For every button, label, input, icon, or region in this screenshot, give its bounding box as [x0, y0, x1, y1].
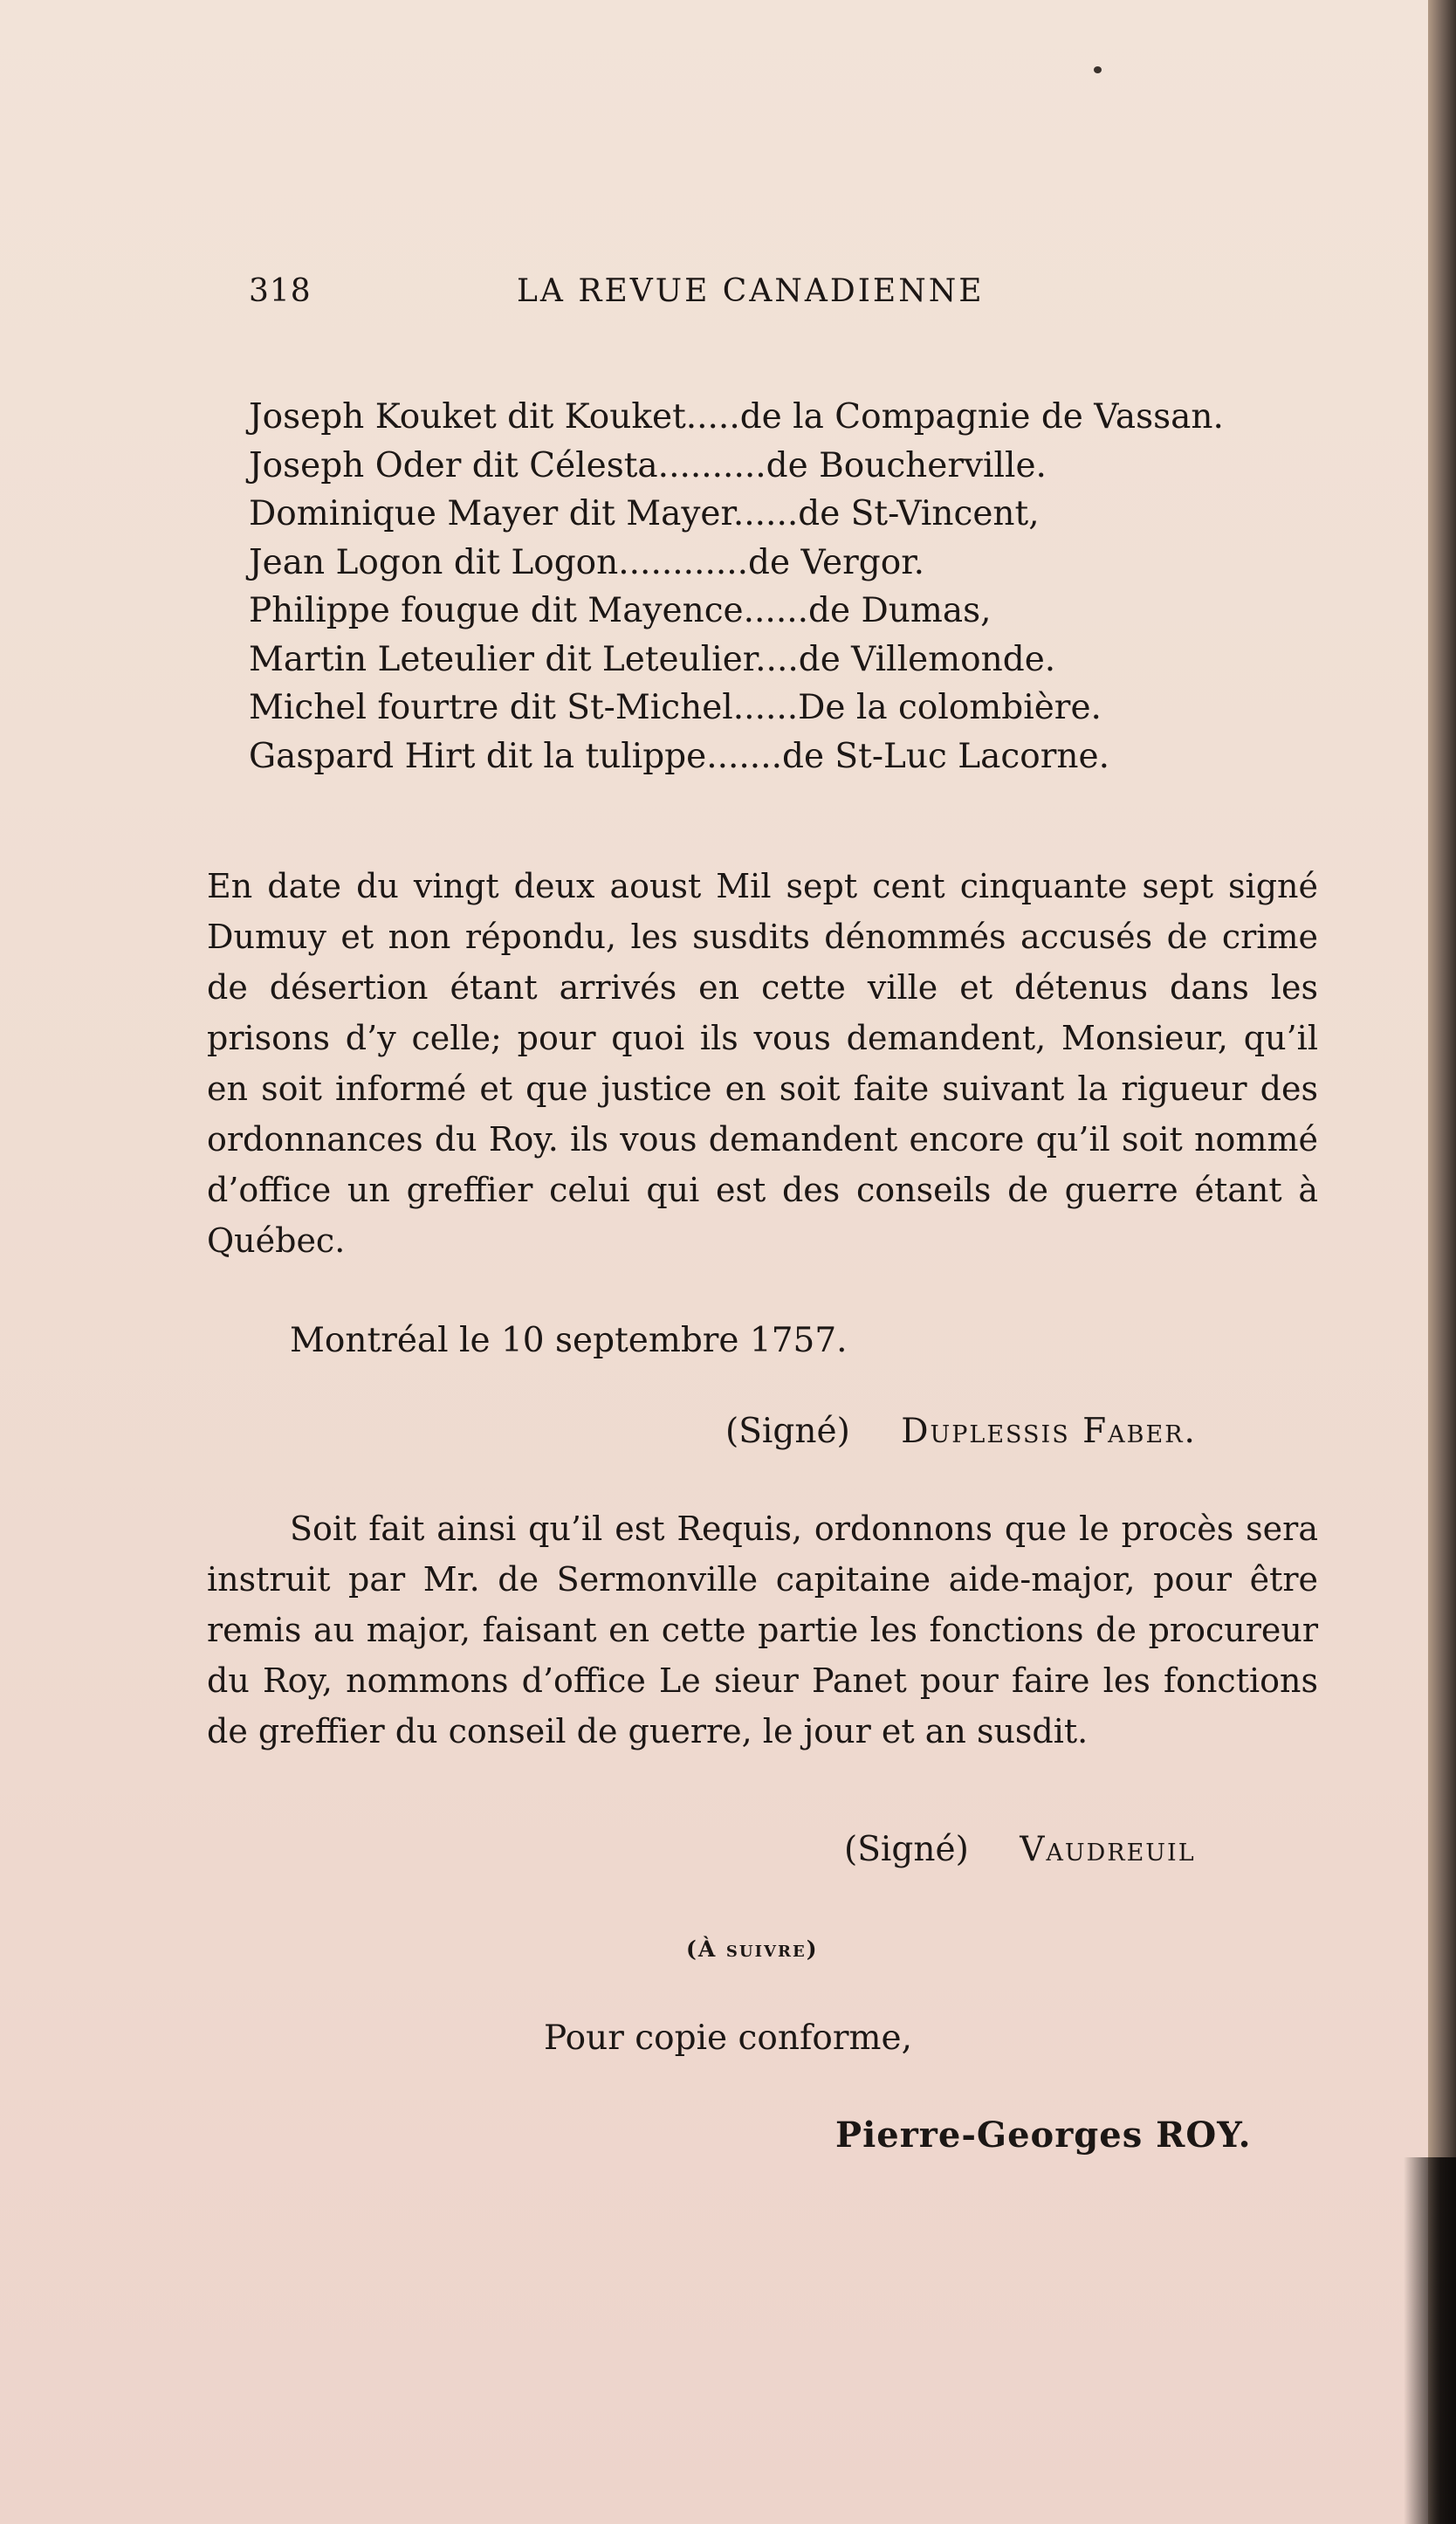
- roster-entry: Martin Leteulier dit Leteulier....de Villemonde.: [249, 639, 1056, 679]
- page-number: 318: [249, 273, 312, 309]
- paragraph-request: En date du vingt deux aoust Mil sept cent cinquante sept signé Dumuy et non répondu, les susdits dénommés accusés de crime de désertion étant arrivés en cette ville et détenus dans les prisons d’y celle; pour quoi ils vous demandent, Monsieur, qu’il en soit informé et que justice en soit faite suivant la rigueur des ordonnances du Roy. ils vous demandent encore qu’il soit nommé d’office un greffier celui qui est des conseils de guerre étant à Québec.: [207, 867, 1318, 1260]
- roster-entry: Michel fourtre dit St-Michel......De la colombière.: [249, 688, 1102, 727]
- running-title: LA REVUE CANADIENNE: [517, 273, 985, 309]
- roster-entry: Dominique Mayer dit Mayer......de St-Vincent,: [249, 494, 1040, 533]
- signature-label: (Signé): [725, 1412, 850, 1451]
- signature-label: (Signé): [844, 1830, 969, 1869]
- ink-speck: [1094, 66, 1102, 73]
- page-header: [249, 273, 1279, 312]
- roster-entry: Joseph Kouket dit Kouket.....de la Compagnie de Vassan.: [249, 397, 1224, 437]
- signature-name: Duplessis Faber.: [901, 1412, 1197, 1451]
- roster-entry: Gaspard Hirt dit la tulippe.......de St-Luc Lacorne.: [249, 736, 1109, 776]
- author-signature: Pierre-Georges ROY.: [835, 2115, 1252, 2156]
- roster-entry: Philippe fougue dit Mayence......de Dumas,: [249, 591, 992, 630]
- dateline: Montréal le 10 septembre 1757.: [290, 1321, 848, 1360]
- signature-vaudreuil: [844, 1826, 1196, 1874]
- deserter-roster: [249, 393, 1349, 781]
- book-page-edge: [1428, 0, 1456, 2524]
- roster-entry: Joseph Oder dit Célesta..........de Boucherville.: [249, 445, 1047, 485]
- signature-duplessis: [725, 1407, 1197, 1456]
- paragraph-order: Soit fait ainsi qu’il est Requis, ordonnons que le procès sera instruit par Mr. de Sermonville capitaine aide-major, pour être remis au major, faisant en cette partie les fonctions de procureur du Roy, nommons d’office Le sieur Panet pour faire les fonctions de greffier du conseil de guerre, le jour et an susdit.: [207, 1510, 1318, 1750]
- closing-line: Pour copie conforme,: [544, 2019, 912, 2058]
- roster-entry: Jean Logon dit Logon............de Vergor.: [249, 542, 924, 582]
- a-suivre-note: (À suivre): [686, 1936, 819, 1962]
- book-page-curl: [1404, 2157, 1456, 2524]
- signature-name: Vaudreuil: [1020, 1830, 1196, 1869]
